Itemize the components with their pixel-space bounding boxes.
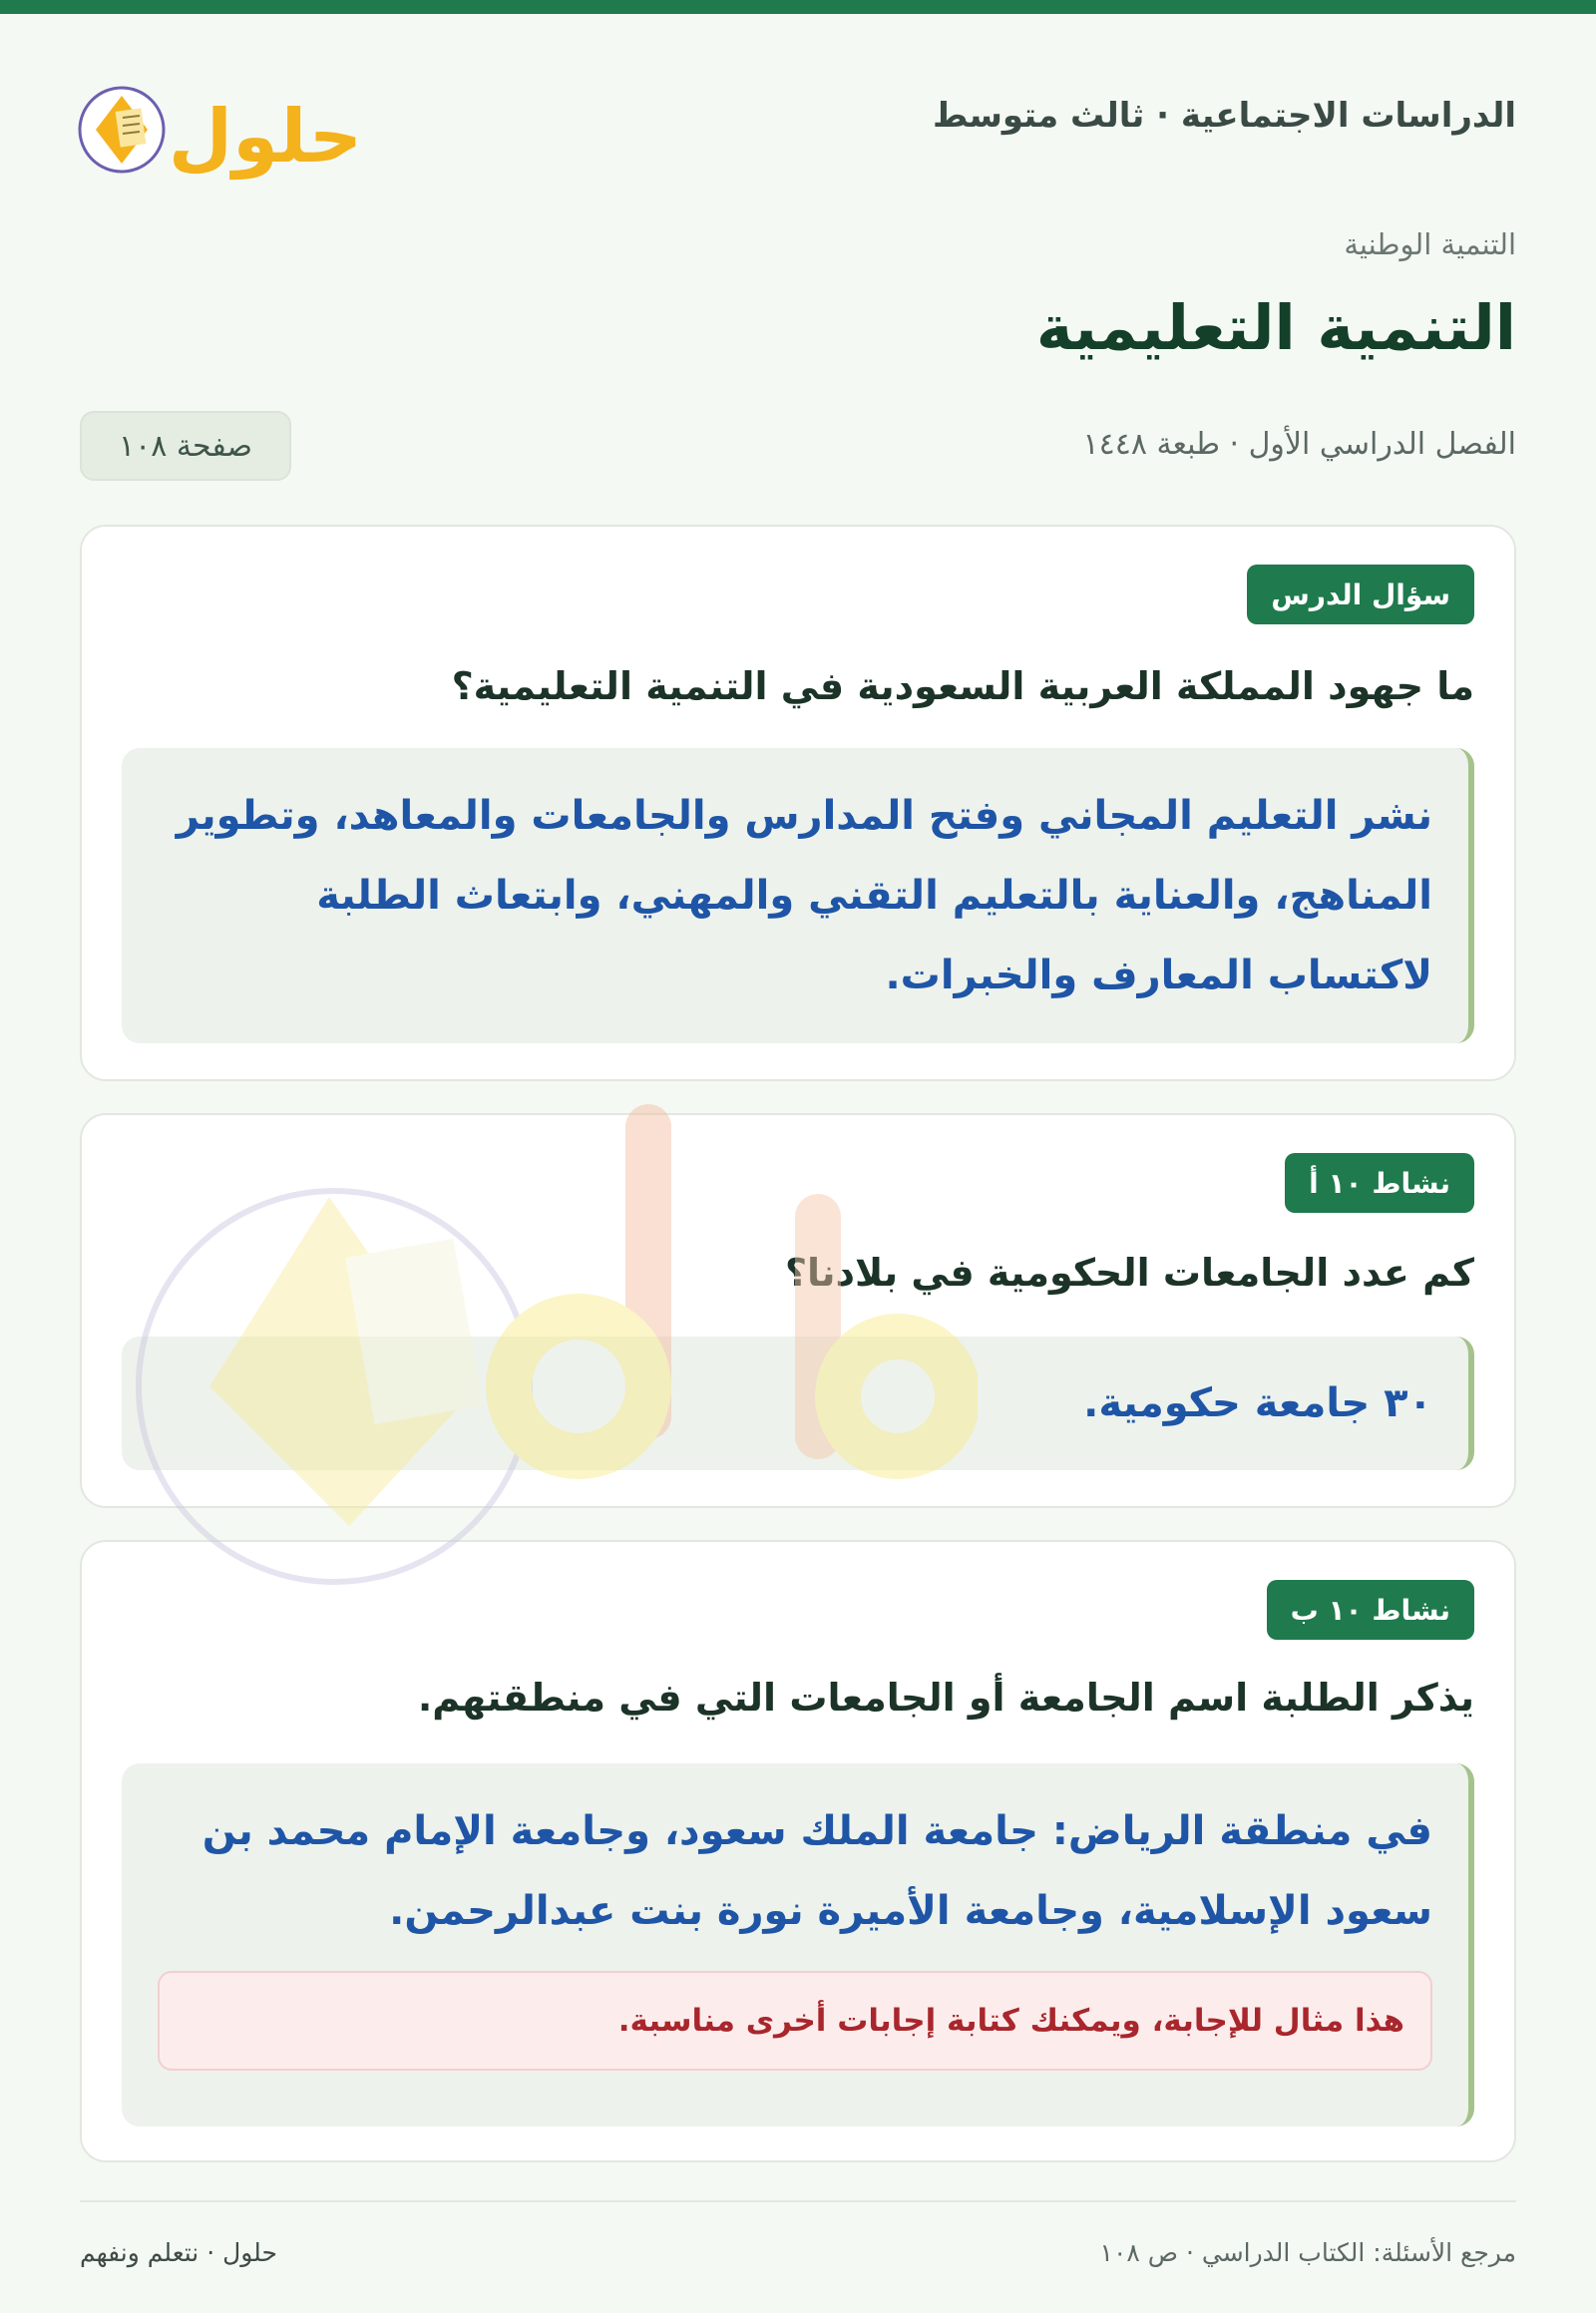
question-card [80,525,1516,1081]
answer-box [122,1337,1474,1470]
term-info: الفصل الدراسي الأول · طبعة ١٤٤٨ [1082,427,1516,462]
answer-box [122,1763,1474,2126]
footer-divider [80,2200,1516,2202]
top-accent-bar [0,0,1596,14]
page-badge: صفحة ١٠٨ [80,411,291,481]
logo-text: حلول [168,94,363,180]
lesson-title: التنمية التعليمية [1035,291,1516,364]
activity-card [80,1540,1516,2162]
answer-note: هذا مثال للإجابة، ويمكنك كتابة إجابات أخرى مناسبة. [158,1971,1432,2071]
answer-box [122,748,1474,1043]
footer-brand: حلول · نتعلم ونفهم [80,2238,277,2267]
question-text: يذكر الطلبة اسم الجامعة أو الجامعات التي في منطقتهم. [417,1676,1474,1720]
question-text: ما جهود المملكة العربية السعودية في التنمية التعليمية؟ [451,664,1474,708]
activity-tag: نشاط ١٠ ب [1267,1580,1474,1640]
answer-text: نشر التعليم المجاني وفتح المدارس والجامعات والمعاهد، وتطوير المناهج، والعناية بالتعليم التقني والمهني، وابتعاث الطلبة لاكتساب المعارف والخبرات. [176,793,1432,998]
answer-text: في منطقة الرياض: جامعة الملك سعود، وجامعة الإمام محمد بن سعود الإسلامية، وجامعة الأميرة نورة بنت عبدالرحمن. [201,1808,1432,1934]
question-text: كم عدد الجامعات الحكومية في بلادنا؟ [784,1251,1474,1295]
footer-reference: مرجع الأسئلة: الكتاب الدراسي · ص ١٠٨ [1099,2238,1516,2267]
subject-title: الدراسات الاجتماعية · ثالث متوسط [933,96,1516,136]
answer-text: ٣٠ جامعة حكومية. [1083,1380,1432,1426]
activity-card [80,1113,1516,1508]
unit-label: التنمية الوطنية [1344,227,1516,261]
hulul-logo[interactable] [78,66,367,182]
activity-tag: نشاط ١٠ أ [1285,1153,1474,1213]
question-tag: سؤال الدرس [1247,565,1474,624]
